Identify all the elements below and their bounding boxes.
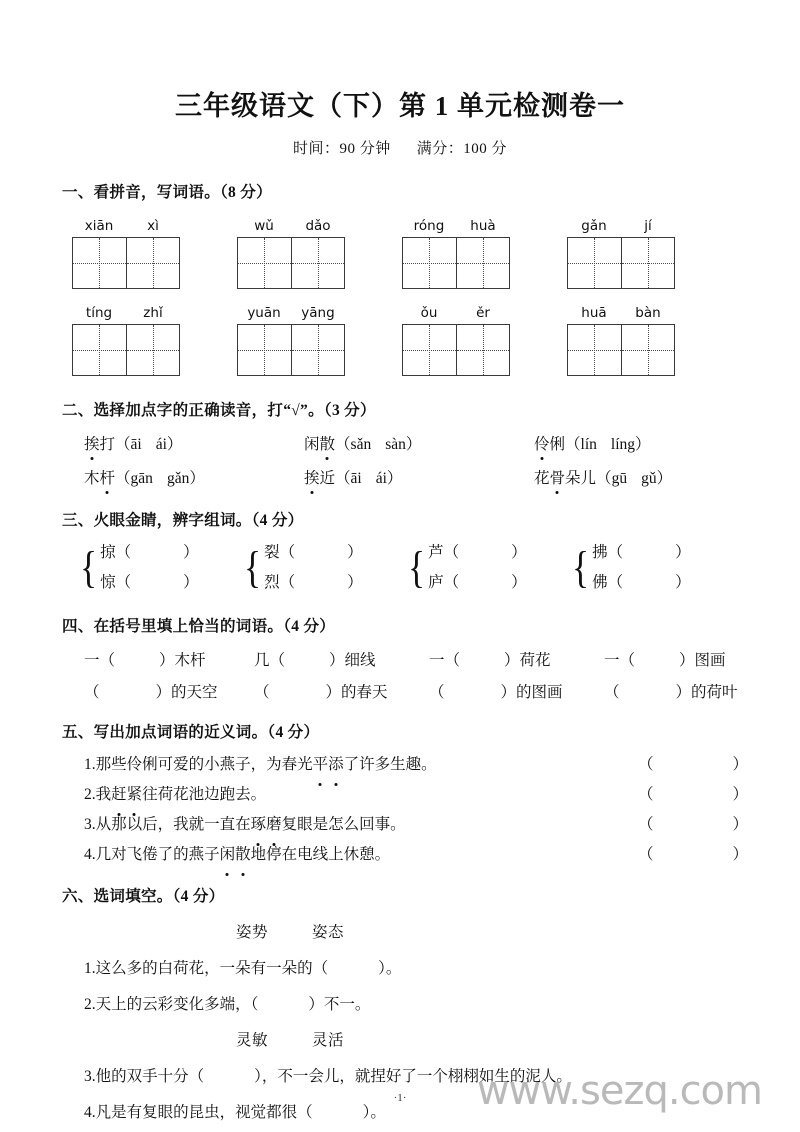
brace-group [242, 538, 406, 598]
word-post: 打 [99, 436, 116, 453]
section-4-title: 四、在括号里填上恰当的词语。（4 分） [62, 618, 336, 635]
pinyin-syllable: ěr [476, 305, 490, 321]
sentence-pre: 天上的云彩变化多端，（ [95, 996, 259, 1013]
synonym-line [0, 810, 800, 840]
tianzige-box[interactable] [567, 237, 675, 289]
tianzige-cell[interactable] [403, 238, 456, 288]
page-number: ·1· [393, 1092, 407, 1104]
choice-line[interactable] [0, 992, 800, 1014]
paren-open: （ [638, 846, 654, 863]
sentence-pre: 几对飞倦了的燕子 [95, 846, 220, 863]
fill-prefix: 一（ [429, 652, 461, 669]
pinyin-syllable: wǔ [254, 218, 274, 234]
pinyin-syllable: ǒu [420, 305, 438, 321]
char-label: 拂 [592, 544, 608, 561]
reading-option[interactable]: sàn [385, 436, 406, 453]
synonym-line [0, 780, 800, 810]
readings-grid [0, 432, 800, 488]
paren-close: ） [347, 544, 363, 561]
reading-option[interactable]: lín [580, 436, 597, 453]
pinyin-labels [237, 305, 345, 321]
brace-word-bottom[interactable] [264, 568, 363, 598]
brace-group [406, 538, 570, 598]
fill-item[interactable] [84, 648, 254, 670]
pinyin-syllable: dǎo [305, 218, 331, 234]
fill-suffix: ）木杆 [159, 652, 206, 669]
site-watermark: www.sezq.com [476, 1068, 762, 1114]
dotted-char: 骨 [550, 466, 566, 488]
sentence-pre: 这么多的白荷花，一朵有一朵的（ [95, 960, 329, 977]
word-bank-1 [0, 920, 800, 942]
reading-option[interactable]: gū [611, 470, 628, 487]
section-5-synonyms [0, 720, 800, 870]
item-number: 1. [84, 960, 96, 977]
tianzige-cell[interactable] [238, 238, 291, 288]
section-4-fill-words [0, 614, 800, 702]
fill-suffix: ）的天空 [155, 684, 218, 701]
brace-word-top[interactable] [264, 538, 363, 568]
brace-word-bottom[interactable] [592, 568, 691, 598]
fill-item[interactable] [604, 648, 800, 670]
paren-open: （ [279, 544, 296, 561]
page-title: 三年级语文（下）第 1 单元检测卷一 [175, 91, 625, 121]
pinyin-syllable: yāng [301, 305, 335, 321]
reading-item[interactable]: 伶俐（lín líng） [534, 432, 800, 454]
sentence-post: 地停在电线上休憩。 [250, 846, 391, 863]
section-1-title: 一、看拼音，写词语。（8 分） [62, 184, 272, 201]
tianzige-box[interactable] [237, 237, 345, 289]
paren-open: （ [443, 574, 460, 591]
reading-item[interactable]: 挨近（āi ái） [304, 466, 534, 488]
brace-word-bottom[interactable] [100, 568, 199, 598]
answer-blank[interactable] [638, 840, 748, 870]
paren-close: ） [183, 544, 199, 561]
char-label: 掠 [100, 544, 116, 561]
tianzige-cell[interactable] [291, 325, 344, 375]
pinyin-syllable: jí [644, 218, 652, 234]
fill-item[interactable] [254, 680, 429, 702]
section-5-title: 五、写出加点词语的近义词。（4 分） [62, 724, 320, 741]
reading-option[interactable]: ái [155, 436, 167, 453]
tianzige-cell[interactable] [403, 325, 456, 375]
reading-option[interactable]: sǎn [350, 436, 372, 453]
total-score-label: 满分：100 分 [416, 141, 508, 157]
section-6-title: 六、选词填空。（4 分） [62, 888, 225, 905]
pinyin-syllable: xì [147, 218, 159, 234]
tianzige-box[interactable] [402, 324, 510, 376]
paren-open: （ [115, 574, 132, 591]
section-3-character-discrimination [0, 508, 800, 598]
fill-suffix: ）的图画 [500, 684, 563, 701]
pinyin-item [402, 305, 567, 376]
pinyin-syllable: gǎn [581, 218, 607, 234]
curly-brace-icon: { [244, 543, 262, 592]
dotted-char: 挨 [84, 432, 100, 454]
word-bank-option[interactable]: 灵活 [312, 1032, 345, 1049]
brace-group [570, 538, 734, 598]
reading-item[interactable]: 花骨朵儿（gū gǔ） [534, 466, 800, 488]
tianzige-cell[interactable] [291, 238, 344, 288]
sentence-post: 往荷花池边跑去。 [142, 786, 267, 803]
pinyin-syllable: huā [581, 305, 607, 321]
pinyin-syllable: bàn [635, 305, 661, 321]
paren-close: ） [732, 756, 748, 773]
dotted-word: 赶紧 [111, 780, 142, 810]
fill-item[interactable] [84, 680, 254, 702]
fill-item[interactable] [429, 680, 604, 702]
fill-prefix: （ [84, 684, 100, 701]
answer-blank[interactable] [638, 810, 748, 840]
fill-prefix: （ [429, 684, 445, 701]
sentence-post: ）。 [362, 1104, 386, 1121]
word-bank-option[interactable]: 姿势 [236, 924, 269, 941]
item-number: 1. [84, 756, 96, 773]
fill-suffix: ）细线 [329, 652, 376, 669]
sentence-post: ）不一。 [308, 996, 371, 1013]
reading-option[interactable]: gǔ [641, 470, 657, 487]
tianzige-cell[interactable] [568, 325, 621, 375]
paren-close: ） [511, 544, 527, 561]
reading-option[interactable]: líng [610, 436, 636, 453]
pinyin-item [567, 305, 732, 376]
word-post: 俐 [549, 436, 566, 453]
item-number: 2. [84, 996, 96, 1013]
tianzige-cell[interactable] [73, 325, 126, 375]
pinyin-labels [237, 218, 345, 234]
dotted-char: 伶 [534, 432, 550, 454]
section-2-title: 二、选择加点字的正确读音，打“√”。（3 分） [62, 402, 376, 419]
tianzige-cell[interactable] [238, 325, 291, 375]
sentence-pre: 从那以后，我就一直在 [95, 816, 251, 833]
word-bank-option[interactable]: 姿态 [312, 924, 345, 941]
char-label: 芦 [428, 544, 444, 561]
reading-option[interactable]: gǎn [166, 470, 190, 487]
brace-group [78, 538, 242, 598]
fill-item[interactable] [254, 648, 429, 670]
sentence-post: 复眼是怎么回事。 [281, 816, 406, 833]
dotted-word: 平添 [313, 750, 344, 780]
tianzige-cell[interactable] [456, 238, 509, 288]
tianzige-cell[interactable] [126, 238, 179, 288]
paren-close: ） [347, 574, 363, 591]
pinyin-labels [567, 218, 675, 234]
char-label: 惊 [100, 574, 116, 591]
paren-open: （ [607, 544, 624, 561]
answer-blank[interactable] [638, 750, 748, 780]
sentence-pre: 那些伶俐可爱的小燕子，为春光 [95, 756, 313, 773]
fill-item[interactable] [604, 680, 800, 702]
brace-word-bottom[interactable] [428, 568, 527, 598]
sentence-pre: 我 [95, 786, 112, 803]
pinyin-row-2 [0, 305, 800, 376]
paren-open: （ [443, 544, 460, 561]
fill-prefix: （ [254, 684, 270, 701]
paren-close: ） [511, 574, 527, 591]
tianzige-box[interactable] [567, 324, 675, 376]
tianzige-cell[interactable] [73, 238, 126, 288]
item-number: 4. [84, 846, 96, 863]
pinyin-item [567, 218, 732, 289]
word-bank-2 [0, 1028, 800, 1050]
section-3-title: 三、火眼金睛，辨字组词。（4 分） [62, 512, 304, 529]
fill-suffix: ）图画 [679, 652, 726, 669]
reading-option[interactable]: ái [375, 470, 387, 487]
fill-suffix: ）的荷叶 [675, 684, 738, 701]
reading-item[interactable]: 闲散（sǎn sàn） [304, 432, 534, 454]
paren-close: ） [183, 574, 199, 591]
paren-open: （ [607, 574, 624, 591]
section-2-readings [0, 398, 800, 488]
answer-blank[interactable] [638, 780, 748, 810]
fill-prefix: （ [604, 684, 620, 701]
word-post: 近 [319, 470, 336, 487]
time-label: 时间：90 分钟 [292, 141, 391, 157]
sentence-post: ），不一会儿，就捏好了一个栩栩如生的泥人。 [254, 1068, 572, 1085]
synonym-line [0, 840, 800, 870]
word-bank-option[interactable]: 灵敏 [236, 1032, 269, 1049]
tianzige-cell[interactable] [621, 238, 674, 288]
pinyin-syllable: huà [470, 218, 496, 234]
tianzige-box[interactable] [237, 324, 345, 376]
item-number: 3. [84, 816, 96, 833]
pinyin-labels [402, 218, 510, 234]
word-pre: 闲 [304, 436, 320, 453]
paren-open: （ [638, 756, 654, 773]
curly-brace-icon: { [80, 543, 98, 592]
tianzige-box[interactable] [72, 324, 180, 376]
dotted-word: 闲散 [220, 840, 251, 870]
pinyin-labels [402, 305, 510, 321]
reading-item[interactable]: 挨打（āi ái） [84, 432, 304, 454]
brace-word-top[interactable] [100, 538, 199, 568]
word-pre: 木 [84, 470, 100, 487]
fill-prefix: 几（ [254, 652, 286, 669]
tianzige-box[interactable] [402, 237, 510, 289]
dotted-char: 杆 [100, 466, 116, 488]
sentence-post: 了许多生趣。 [343, 756, 437, 773]
paren-close: ） [732, 786, 748, 803]
tianzige-cell[interactable] [568, 238, 621, 288]
pinyin-labels [72, 218, 180, 234]
char-label: 裂 [264, 544, 280, 561]
brace-word-top[interactable] [592, 538, 691, 568]
pinyin-syllable: xiān [84, 218, 114, 234]
reading-option[interactable]: āi [130, 436, 142, 453]
pinyin-syllable: róng [413, 218, 445, 234]
reading-option[interactable]: āi [350, 470, 362, 487]
dotted-char: 挨 [304, 466, 320, 488]
fill-suffix: ）荷花 [504, 652, 551, 669]
reading-option[interactable]: gān [130, 470, 153, 487]
brace-word-top[interactable] [428, 538, 527, 568]
pinyin-syllable: tíng [85, 305, 113, 321]
pinyin-labels [567, 305, 675, 321]
pinyin-syllable: yuān [247, 305, 281, 321]
pinyin-syllable: zhǐ [143, 305, 163, 321]
fill-item[interactable] [429, 648, 604, 670]
exam-meta [0, 123, 800, 158]
tianzige-box[interactable] [72, 237, 180, 289]
word-pre: 花 [534, 470, 550, 487]
fill-prefix: 一（ [604, 652, 636, 669]
tianzige-cell[interactable] [126, 325, 179, 375]
paren-close: ） [732, 846, 748, 863]
paren-open: （ [115, 544, 132, 561]
fill-row-1 [0, 648, 800, 670]
tianzige-cell[interactable] [456, 325, 509, 375]
char-label: 佛 [592, 574, 608, 591]
choice-line[interactable] [0, 956, 800, 978]
word-post: 朵儿 [565, 470, 597, 487]
char-label: 烈 [264, 574, 280, 591]
synonym-line [0, 750, 800, 780]
pinyin-item [72, 305, 237, 376]
dotted-word: 琢磨 [251, 810, 282, 840]
paren-close: ） [675, 544, 691, 561]
sentence-post: ）。 [378, 960, 402, 977]
item-number: 3. [84, 1068, 96, 1085]
pinyin-item [402, 218, 567, 289]
curly-brace-icon: { [408, 543, 426, 592]
char-label: 庐 [428, 574, 444, 591]
item-number: 2. [84, 786, 96, 803]
paren-open: （ [638, 786, 654, 803]
fill-prefix: 一（ [84, 652, 116, 669]
curly-brace-icon: { [572, 543, 590, 592]
pinyin-row-1 [0, 218, 800, 289]
pinyin-item [72, 218, 237, 289]
reading-item[interactable]: 木杆（gān gǎn） [84, 466, 304, 488]
pinyin-item [237, 218, 402, 289]
item-number: 4. [84, 1104, 96, 1121]
sentence-pre: 凡是有复眼的昆虫，视觉都很（ [95, 1104, 313, 1121]
section-1-pinyin [0, 180, 800, 376]
dotted-char: 散 [320, 432, 336, 454]
paren-close: ） [675, 574, 691, 591]
fill-row-2 [0, 680, 800, 702]
brace-row [0, 538, 800, 598]
pinyin-item [237, 305, 402, 376]
paren-open: （ [279, 574, 296, 591]
paren-close: ） [732, 816, 748, 833]
paren-open: （ [638, 816, 654, 833]
fill-suffix: ）的春天 [325, 684, 388, 701]
tianzige-cell[interactable] [621, 325, 674, 375]
sentence-pre: 他的双手十分（ [95, 1068, 205, 1085]
pinyin-labels [72, 305, 180, 321]
